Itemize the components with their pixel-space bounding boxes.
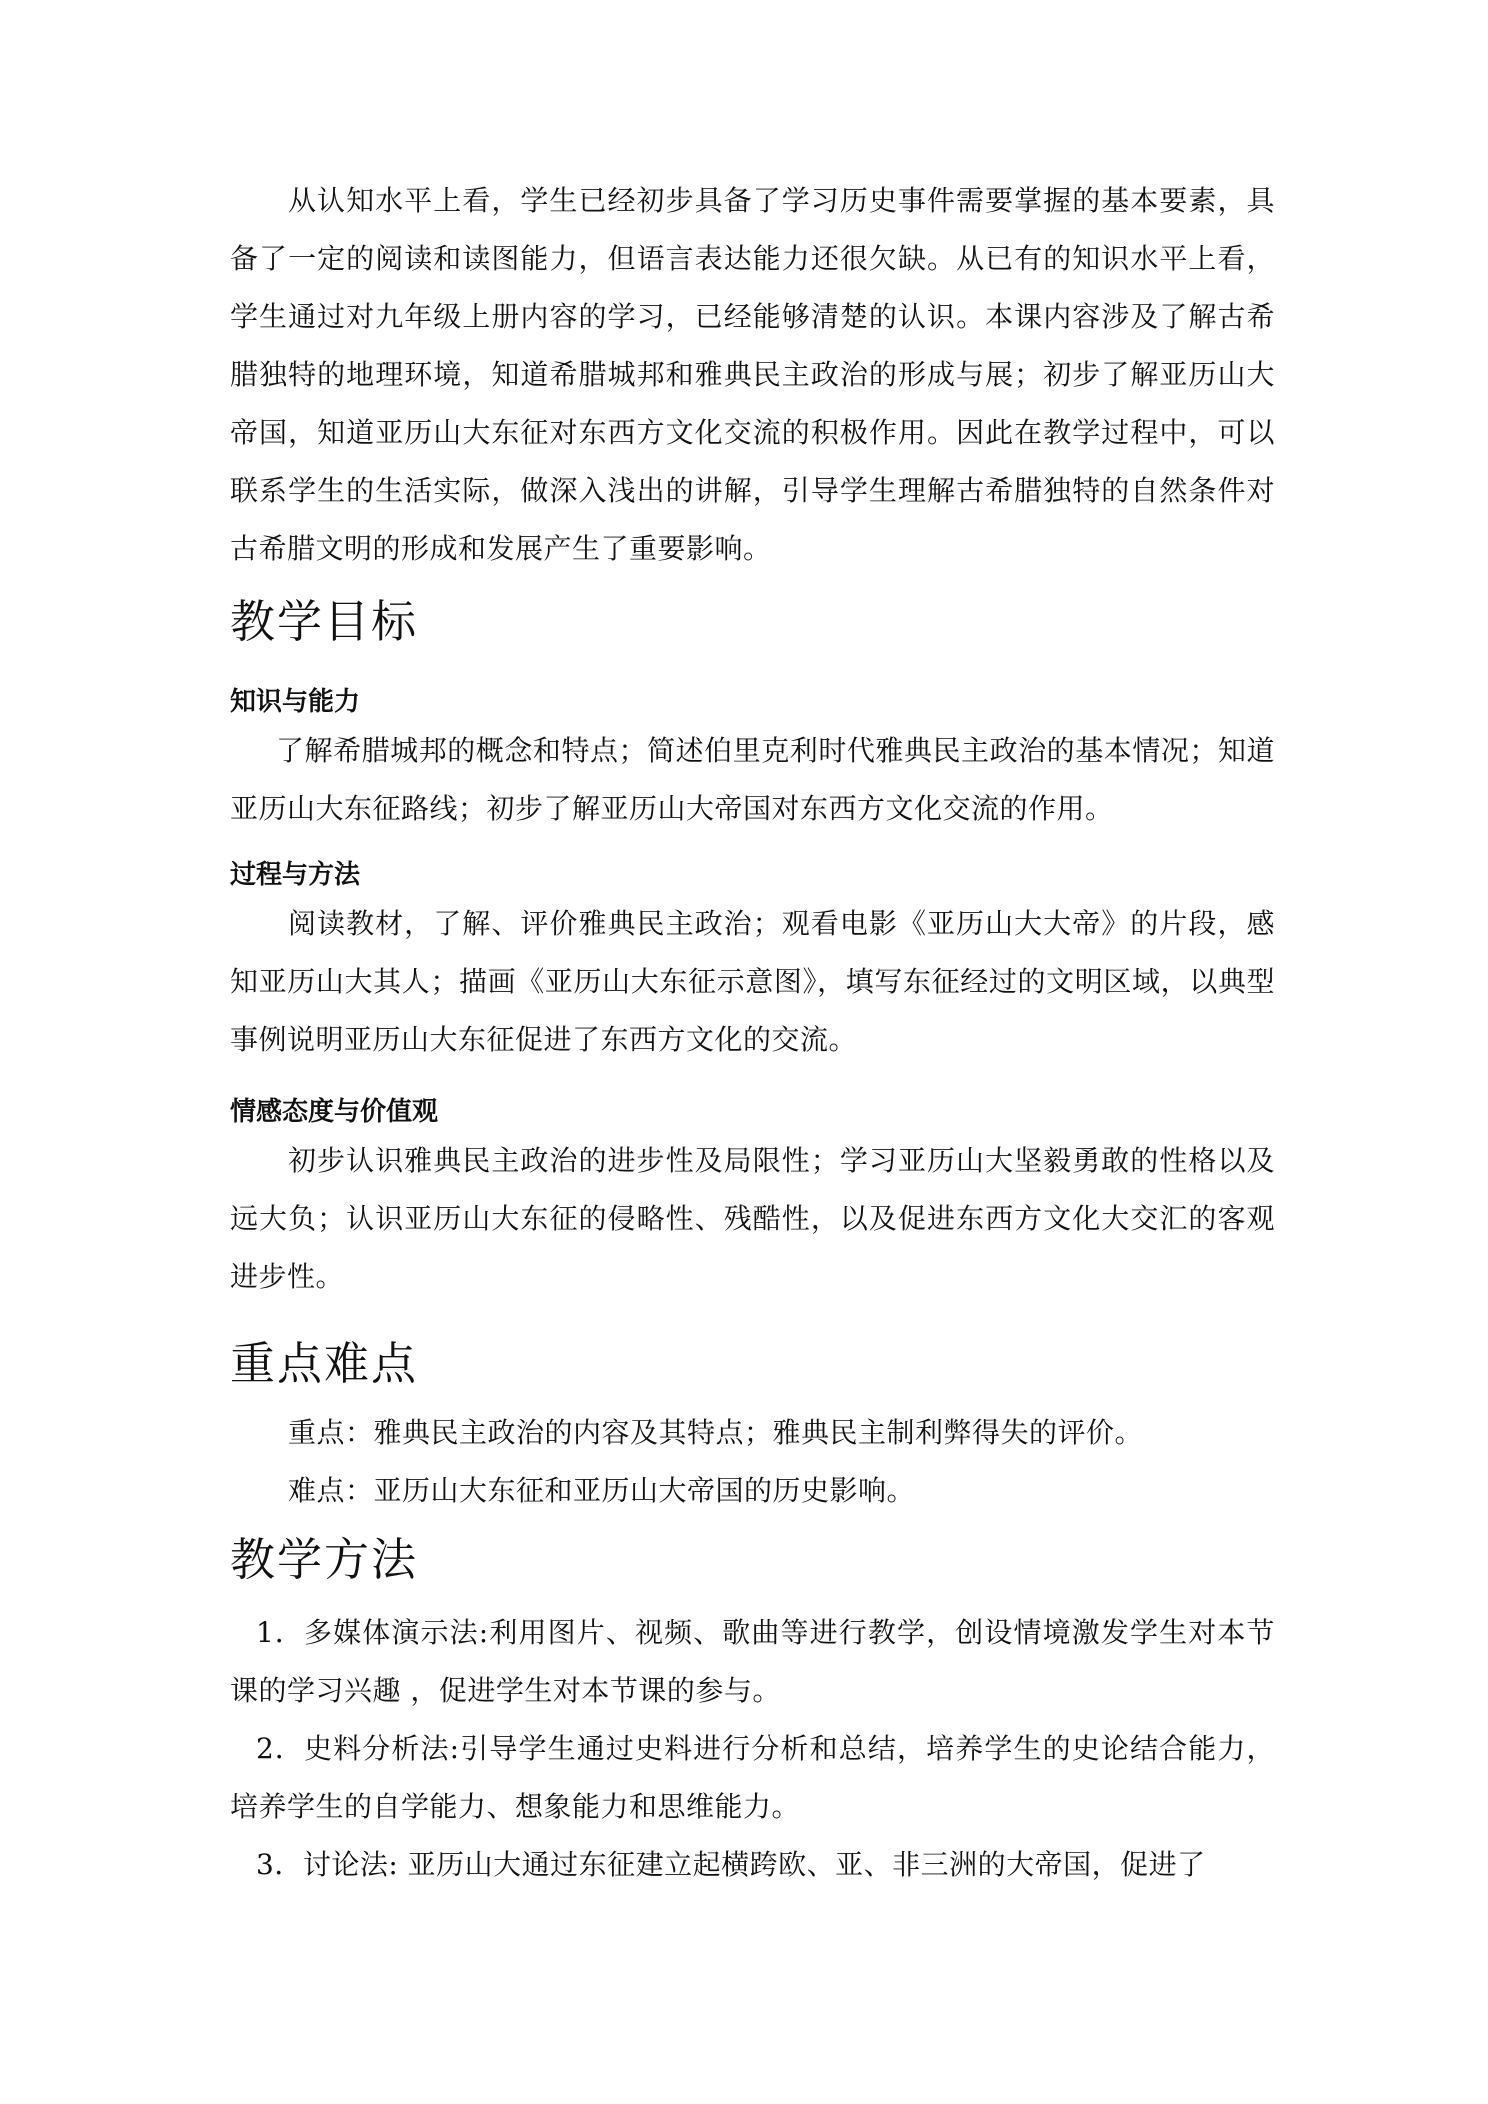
method-item: 1．多媒体演示法:利用图片、视频、歌曲等进行教学，创设情境激发学生对本节课的学习兴趣 ，促进学生对本节课的参与。 (230, 1616, 1275, 1707)
objectives-heading: 教学目标 (230, 595, 419, 648)
objectives-heading-block (230, 592, 1275, 652)
process-title: 过程与方法 (230, 860, 361, 890)
methods-heading-block (230, 1530, 1275, 1590)
key-point-text: 重点：雅典民主政治的内容及其特点；雅典民主制利弊得失的评价。 (288, 1416, 1144, 1449)
knowledge-text: 了解希腊城邦的概念和特点；简述伯里克利时代雅典民主政治的基本情况；知道亚历山大东征路线；初步了解亚历山大帝国对东西方文化交流的作用。 (230, 734, 1275, 825)
emotion-text: 初步认识雅典民主政治的进步性及局限性；学习亚历山大坚毅勇敢的性格以及远大负；认识亚历山大东征的侵略性、残酷性，以及促进东西方文化大交汇的客观进步性。 (230, 1144, 1275, 1293)
intro-section (230, 172, 1275, 578)
knowledge-section (230, 682, 1275, 838)
emotion-section (230, 1092, 1275, 1306)
method-item: 2．史料分析法:引导学生通过史料进行分析和总结，培养学生的史论结合能力，培养学生的自学能力、想象能力和思维能力。 (230, 1732, 1275, 1823)
intro-paragraph: 从认知水平上看，学生已经初步具备了学习历史事件需要掌握的基本要素，具备了一定的阅读和读图能力，但语言表达能力还很欠缺。从已有的知识水平上看，学生通过对九年级上册内容的学习，已经能够清楚的认识。本课内容涉及了解古希腊独特的地理环境，知道希腊城邦和雅典民主政治的形成与展；初步了解亚历山大帝国，知道亚历山大东征对东西方文化交流的积极作用。因此在教学过程中，可以联系学生的生活实际，做深入浅出的讲解，引导学生理解古希腊独特的自然条件对古希腊文明的形成和发展产生了重要影响。 (230, 184, 1275, 565)
key-points-heading-block (230, 1334, 1275, 1394)
emotion-title: 情感态度与价值观 (230, 1097, 439, 1127)
method-item: 3．讨论法: 亚历山大通过东征建立起横跨欧、亚、非三洲的大帝国，促进了 (256, 1848, 1206, 1881)
process-section (230, 855, 1275, 1069)
methods-list (230, 1604, 1275, 1894)
difficult-point-text: 难点：亚历山大东征和亚历山大帝国的历史影响。 (288, 1474, 916, 1507)
knowledge-title: 知识与能力 (230, 687, 361, 717)
key-points-heading: 重点难点 (230, 1337, 419, 1390)
key-points-section (230, 1404, 1275, 1520)
process-text: 阅读教材，了解、评价雅典民主政治；观看电影《亚历山大大帝》的片段，感知亚历山大其人；描画《亚历山大东征示意图》，填写东征经过的文明区域，以典型事例说明亚历山大东征促进了东西方文化的交流。 (230, 907, 1275, 1056)
methods-heading: 教学方法 (230, 1533, 419, 1586)
